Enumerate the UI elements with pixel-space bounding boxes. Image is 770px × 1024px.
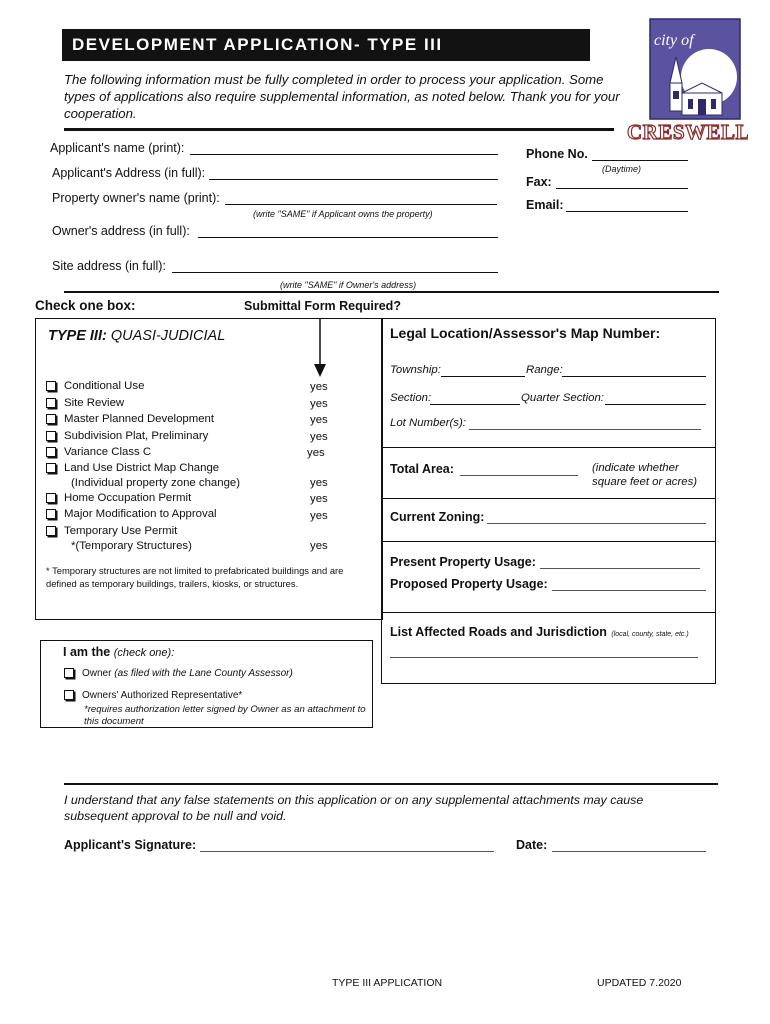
checkbox[interactable] [46, 414, 56, 424]
checkbox[interactable] [46, 431, 56, 441]
signature-field[interactable] [200, 851, 494, 852]
owner-option[interactable] [64, 668, 293, 679]
total-area-label: Total Area: [390, 462, 454, 476]
signature-label: Applicant's Signature: [64, 838, 197, 852]
roads-heading [390, 623, 689, 641]
list-item[interactable] [46, 430, 208, 447]
quarter-label: Quarter Section: [521, 392, 604, 404]
email-label: Email: [526, 198, 564, 212]
applicant-address-field[interactable] [209, 179, 498, 180]
site-address-field[interactable] [172, 272, 498, 273]
item-sublabel: *(Temporary Structures) [71, 540, 192, 552]
legal-row-divider [381, 447, 716, 448]
owner-address-field[interactable] [198, 237, 498, 238]
legal-heading: Legal Location/Assessor's Map Number: [390, 325, 661, 341]
item-label: Land Use District Map Change [64, 462, 220, 474]
roads-field[interactable] [390, 657, 698, 658]
item-label: Master Planned Development [64, 413, 215, 425]
item-label: Home Occupation Permit [64, 492, 192, 504]
iam-hint: (check one): [113, 647, 175, 659]
range-label: Range: [526, 364, 563, 376]
owner-name-field[interactable] [225, 204, 497, 205]
footnote: * Temporary structures are not limited to prefabricated buildings and are defined as temporary buildings, trailers, kiosks, or structures. [46, 565, 344, 589]
owner-label: Owner [82, 668, 112, 679]
site-address-label: Site address (in full): [52, 259, 166, 273]
submittal-yes: yes [310, 493, 328, 505]
legal-row-divider [381, 498, 716, 499]
date-label: Date: [516, 838, 548, 852]
divider [64, 291, 719, 293]
checkbox[interactable] [64, 690, 74, 700]
arrow-icon [313, 318, 327, 383]
submittal-yes: yes [307, 447, 325, 459]
legal-row-divider [381, 612, 716, 613]
submittal-label: Submittal Form Required? [244, 299, 401, 313]
svg-text:city of: city of [654, 32, 694, 49]
fax-field[interactable] [556, 188, 688, 189]
item-label: Variance Class C [64, 446, 152, 458]
owner-name-note: (write "SAME" if Applicant owns the property) [253, 209, 433, 219]
area-note: (indicate whether square feet or acres) [592, 462, 698, 488]
iam-heading [61, 645, 176, 659]
page-title: DEVELOPMENT APPLICATION- TYPE III [62, 29, 590, 61]
present-usage-field[interactable] [540, 568, 700, 569]
submittal-yes: yes [310, 540, 328, 552]
email-field[interactable] [566, 211, 688, 212]
item-label: Conditional Use [64, 380, 145, 392]
submittal-yes: yes [310, 510, 328, 522]
submittal-yes: yes [310, 431, 328, 443]
lot-label: Lot Number(s): [390, 417, 466, 429]
applicant-name-label: Applicant's name (print): [50, 141, 185, 155]
divider [64, 128, 614, 131]
checkbox[interactable] [46, 509, 56, 519]
section-field[interactable] [430, 404, 520, 405]
iam-label: I am the [63, 645, 111, 659]
site-address-note: (write "SAME" if Owner's address) [280, 280, 417, 290]
checkbox[interactable] [46, 463, 56, 473]
list-item[interactable] [46, 413, 214, 430]
item-label: Site Review [64, 397, 125, 409]
intro-text: The following information must be fully completed in order to process your application. Some types of applications also require supplemental information, as noted below. Thank you for your cooperation. [64, 72, 620, 121]
zoning-label: Current Zoning: [390, 510, 485, 524]
list-item[interactable] [46, 492, 191, 509]
checkbox[interactable] [46, 526, 56, 536]
applicant-name-field[interactable] [190, 154, 498, 155]
phone-field[interactable] [592, 160, 688, 161]
type-value: QUASI-JUDICIAL [110, 328, 226, 344]
submittal-yes: yes [310, 381, 328, 393]
owner-name-label: Property owner's name (print): [52, 191, 220, 205]
owner-address-label: Owner's address (in full): [52, 224, 190, 238]
logo-name: CRESWELL [627, 120, 748, 144]
daytime-note: (Daytime) [602, 164, 642, 174]
submittal-yes: yes [310, 398, 328, 410]
rep-label: Owners' Authorized Representative* [82, 690, 243, 701]
list-item[interactable] [46, 380, 144, 397]
checkbox[interactable] [46, 447, 56, 457]
present-usage-label: Present Property Usage: [390, 555, 536, 569]
checkbox[interactable] [46, 493, 56, 503]
item-label: Subdivision Plat, Preliminary [64, 430, 209, 442]
township-label: Township: [390, 364, 441, 376]
statement: I understand that any false statements on this application or on any supplemental attachments may cause subsequent approval to be null and void. [64, 793, 644, 823]
list-item[interactable] [46, 446, 151, 463]
fax-label: Fax: [526, 175, 552, 189]
legal-row-divider [381, 541, 716, 542]
type-heading [48, 328, 225, 344]
roads-label: List Affected Roads and Jurisdiction [390, 625, 607, 639]
check-one-label: Check one box: [35, 298, 136, 313]
lot-field[interactable] [469, 429, 701, 430]
proposed-usage-label: Proposed Property Usage: [390, 577, 548, 591]
range-field[interactable] [562, 376, 706, 377]
zoning-field[interactable] [487, 523, 706, 524]
date-field[interactable] [552, 851, 706, 852]
item-sublabel: (Individual property zone change) [71, 477, 241, 489]
township-field[interactable] [441, 376, 525, 377]
checkbox[interactable] [64, 668, 74, 678]
roads-note: (local, county, state, etc.) [611, 631, 689, 638]
rep-note: *requires authorization letter signed by Owner as an attachment to this document [84, 704, 366, 727]
submittal-yes: yes [310, 477, 328, 489]
proposed-usage-field[interactable] [552, 590, 706, 591]
list-item[interactable] [46, 397, 124, 414]
owner-note: (as filed with the Lane County Assessor) [114, 668, 293, 679]
divider [64, 783, 718, 785]
section-label: Section: [390, 392, 432, 404]
checkbox[interactable] [46, 398, 56, 408]
city-logo [624, 17, 748, 147]
footer-right: UPDATED 7.2020 [597, 977, 682, 989]
footer-left: TYPE III APPLICATION [332, 977, 443, 989]
type-label: TYPE III: [48, 328, 107, 344]
applicant-address-label: Applicant's Address (in full): [52, 166, 206, 180]
quarter-field[interactable] [605, 404, 706, 405]
checkbox[interactable] [46, 381, 56, 391]
submittal-yes: yes [310, 414, 328, 426]
phone-label: Phone No. [526, 147, 588, 161]
item-label: Major Modification to Approval [64, 508, 217, 520]
total-area-field[interactable] [460, 475, 578, 476]
item-label: Temporary Use Permit [64, 525, 178, 537]
rep-option[interactable] [64, 690, 242, 701]
list-item[interactable] [46, 508, 217, 525]
